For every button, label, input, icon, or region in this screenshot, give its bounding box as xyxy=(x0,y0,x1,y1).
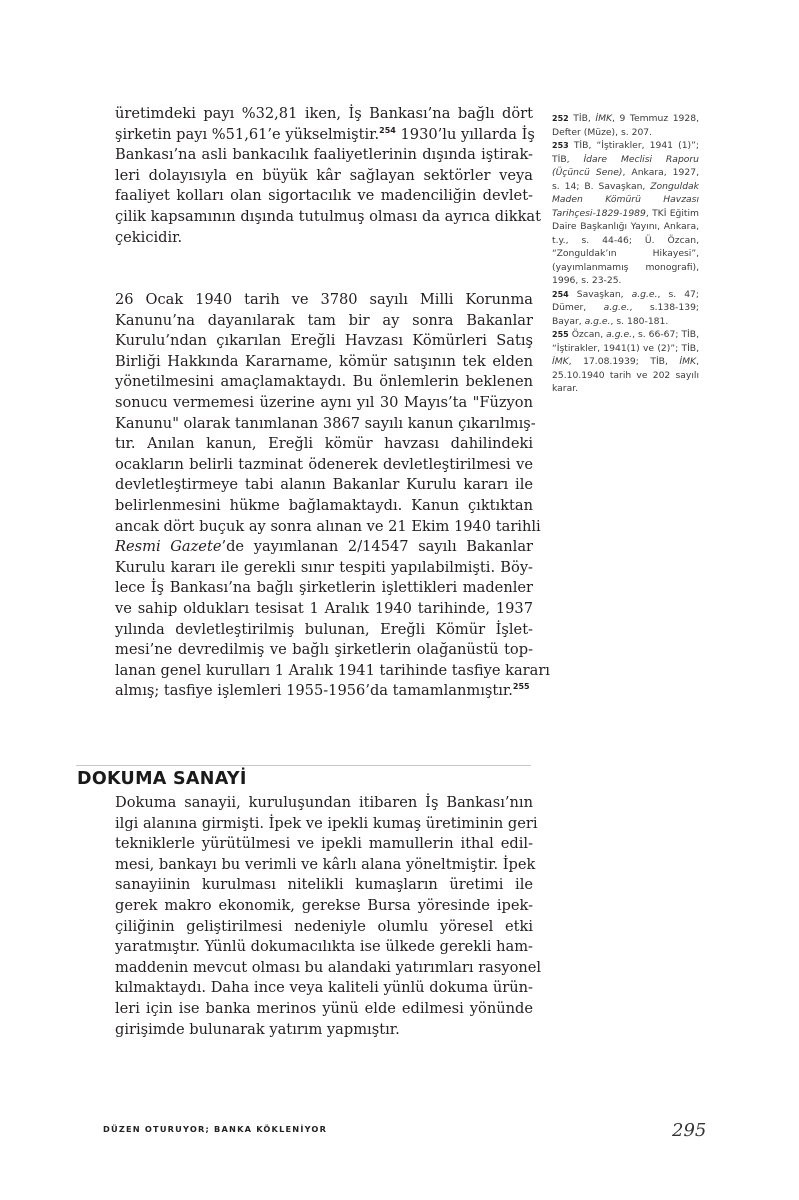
text-line: sanayiinin kurulması nitelikli kumaşların üretimi ile xyxy=(115,876,533,894)
text-line: ilgi alanına girmişti. İpek ve ipekli kumaş üretiminin geri xyxy=(115,814,538,832)
footnote-italic-text: Zonguldak Maden Kömürü Havzası Tarihçesi-1829-1989 xyxy=(552,180,699,219)
footnote-text: TİB, “İştirakler, 1941 (1)”; TİB, xyxy=(552,140,699,165)
text-line: mesi’ne devredilmiş ve bağlı şirketlerin olağanüstü top- xyxy=(115,641,533,659)
text-line: ancak dört buçuk ay sonra alınan ve 21 Ekim 1940 tarihli xyxy=(115,517,541,535)
footnote-text: , TKİ Eğitim Daire Başkanlığı Yayını, Ankara, t.y., s. 44-46; Ü. Özcan, “Zonguldak’ın Hikayesi”, (yayımlanmamış monografi), 1996, s. 23-25. xyxy=(552,207,699,286)
footnote xyxy=(552,328,699,396)
text-line: Kurulu kararı ile gerekli sınır tespiti yapılabilmişti. Böy- xyxy=(115,558,533,576)
page-number: 295 xyxy=(672,1120,707,1141)
text-line: yılında devletleştirilmiş bulunan, Ereğli Kömür İşlet- xyxy=(115,620,533,638)
text-line: sonucu vermemesi üzerine aynı yıl 30 Mayıs’ta "Füzyon xyxy=(115,393,533,411)
footnote-number: 252 xyxy=(552,114,569,123)
footnote-italic-text: a.g.e. xyxy=(584,315,611,327)
section-heading: DOKUMA SANAYİ xyxy=(77,769,247,789)
footnote-text: , Ankara, 1927, s. 14; B. Savaşkan, xyxy=(552,167,699,192)
text-line: leri dolayısıyla en büyük kâr sağlayan sektörler veya xyxy=(115,166,533,184)
text-line: tır. Anılan kanun, Ereğli kömür havzası dahilindeki xyxy=(115,435,533,453)
section-divider xyxy=(76,765,531,766)
footnotes-column xyxy=(552,112,699,396)
footnote-italic-text: İdare Meclisi Raporu (Üçüncü Sene) xyxy=(552,153,699,178)
footnote-italic-text: a.g.e. xyxy=(603,302,630,313)
text-line: devletleştirmeye tabi alanın Bakanlar Kurulu kararı ile xyxy=(115,476,533,494)
footnote-number: 253 xyxy=(552,141,569,150)
footnote-text: , s. 180-181. xyxy=(610,315,669,327)
text-line: girişimde bulunarak yatırım yapmıştır. xyxy=(115,1020,400,1038)
text-line: gerek makro ekonomik, gerekse Bursa yöresinde ipek- xyxy=(115,896,533,914)
text-line: yaratmıştır. Yünlü dokumacılıkta ise ülkede gerekli ham- xyxy=(115,938,533,956)
footnote-number: 254 xyxy=(552,289,569,299)
footnote-text: TİB, xyxy=(568,113,596,124)
footnote-text: , 9 Temmuz 1928, Defter (Müze), s. 207. xyxy=(552,113,700,138)
footnote-italic-text: a.g.e. xyxy=(606,329,633,340)
footnote-text: Savaşkan, xyxy=(568,288,632,300)
text-line: çiliğinin geliştirilmesi nedeniyle olumlu yöresel etki xyxy=(115,917,533,935)
text-line: belirlenmesini hükme bağlamaktaydı. Kanun çıktıktan xyxy=(115,496,533,514)
text-line: ve sahip oldukları tesisat 1 Aralık 1940 tarihinde, 1937 xyxy=(115,599,533,617)
footnote-italic-text: İMK xyxy=(679,356,697,367)
text-line: almış; tasfiye işlemleri 1955-1956’da tamamlanmıştır.$^{255}$ xyxy=(115,682,530,700)
footnote-italic-text: İMK xyxy=(595,113,613,124)
text-line: Dokuma sanayii, kuruluşundan itibaren İş Bankası’nın xyxy=(115,794,533,811)
running-footer-title: DÜZEN OTURUYOR; BANKA KÖKLENİYOR xyxy=(103,1124,328,1134)
text-line: Kanunu" olarak tanımlanan 3867 sayılı kanun çıkarılmış- xyxy=(115,414,536,432)
footnote-text: , s. 47; Dümer, xyxy=(552,288,699,313)
footnote-number: 255 xyxy=(552,330,569,339)
footnote xyxy=(552,139,699,288)
footnote-italic-text: İMK xyxy=(552,356,569,367)
text-line: lanan genel kurulları 1 Aralık 1941 tarihinde tasfiye kararı xyxy=(115,661,550,679)
text-line: yönetilmesini amaçlamaktaydı. Bu önlemlerin beklenen xyxy=(115,373,533,391)
text-line: Bankası’na asli bankacılık faaliyetlerinin dışında iştirak- xyxy=(115,146,533,164)
footnote-italic-text: a.g.e. xyxy=(631,288,658,300)
text-line: Birliği Hakkında Kararname, kömür satışının tek elden xyxy=(115,352,533,370)
footnote-text: , s. 66-67; TİB, “İştirakler, 1941(1) ve (2)”; TİB, xyxy=(552,329,699,354)
text-line: maddenin mevcut olması bu alandaki yatırımları rasyonel xyxy=(115,958,542,976)
footnote-text: Özcan, xyxy=(568,329,607,340)
text-line: lece İş Bankası’na bağlı şirketlerin işlettikleri madenler xyxy=(115,579,533,597)
footnote xyxy=(552,288,699,329)
text-line: Kanunu’na dayanılarak tam bir ay sonra Bakanlar xyxy=(115,311,533,329)
footnote-text: , 25.10.1940 tarih ve 202 sayılı karar. xyxy=(552,356,699,394)
text-line: mesi, bankayı bu verimli ve kârlı alana yöneltmiştir. İpek xyxy=(115,855,536,873)
footnote-ref: 255 xyxy=(512,682,530,692)
text-line: Resmi Gazete’de yayımlanan 2/14547 sayılı Bakanlar xyxy=(115,538,533,556)
text-line: kılmaktaydı. Daha ince veya kaliteli yünlü dokuma ürün- xyxy=(115,979,533,997)
body-paragraph-3 xyxy=(115,793,542,1040)
body-paragraph-1 xyxy=(115,104,541,248)
footnote-text: , 17.08.1939; TİB, xyxy=(568,356,680,367)
footnote-ref: 254 xyxy=(379,125,396,135)
text-line: ocakların belirli tazminat ödenerek devletleştirilmesi ve xyxy=(115,455,533,473)
text-line: şirketin payı %51,61’e yükselmiştir.$^{254}$ 1930’lu yıllarda İş xyxy=(115,125,535,143)
text-line: tekniklerle yürütülmesi ve ipekli mamullerin ithal edil- xyxy=(115,835,533,853)
text-line: leri için ise banka merinos yünü elde edilmesi yönünde xyxy=(115,999,533,1017)
body-paragraph-2 xyxy=(115,290,550,702)
text-line: çekicidir. xyxy=(115,228,183,246)
text-line: Kurulu’ndan çıkarılan Ereğli Havzası Kömürleri Satış xyxy=(115,332,533,350)
footnote-text: , s.138-139; Bayar, xyxy=(552,302,700,327)
footnote xyxy=(552,112,699,139)
text-line: 26 Ocak 1940 tarih ve 3780 sayılı Milli Korunma xyxy=(115,291,533,308)
text-line: faaliyet kolları olan sigortacılık ve madenciliğin devlet- xyxy=(115,187,533,205)
italic-title: Resmi Gazete xyxy=(115,538,222,556)
text-line: çilik kapsamının dışında tutulmuş olması da ayrıca dikkat xyxy=(115,207,541,225)
text-line: üretimdeki payı %32,81 iken, İş Bankası’na bağlı dört xyxy=(115,105,533,122)
